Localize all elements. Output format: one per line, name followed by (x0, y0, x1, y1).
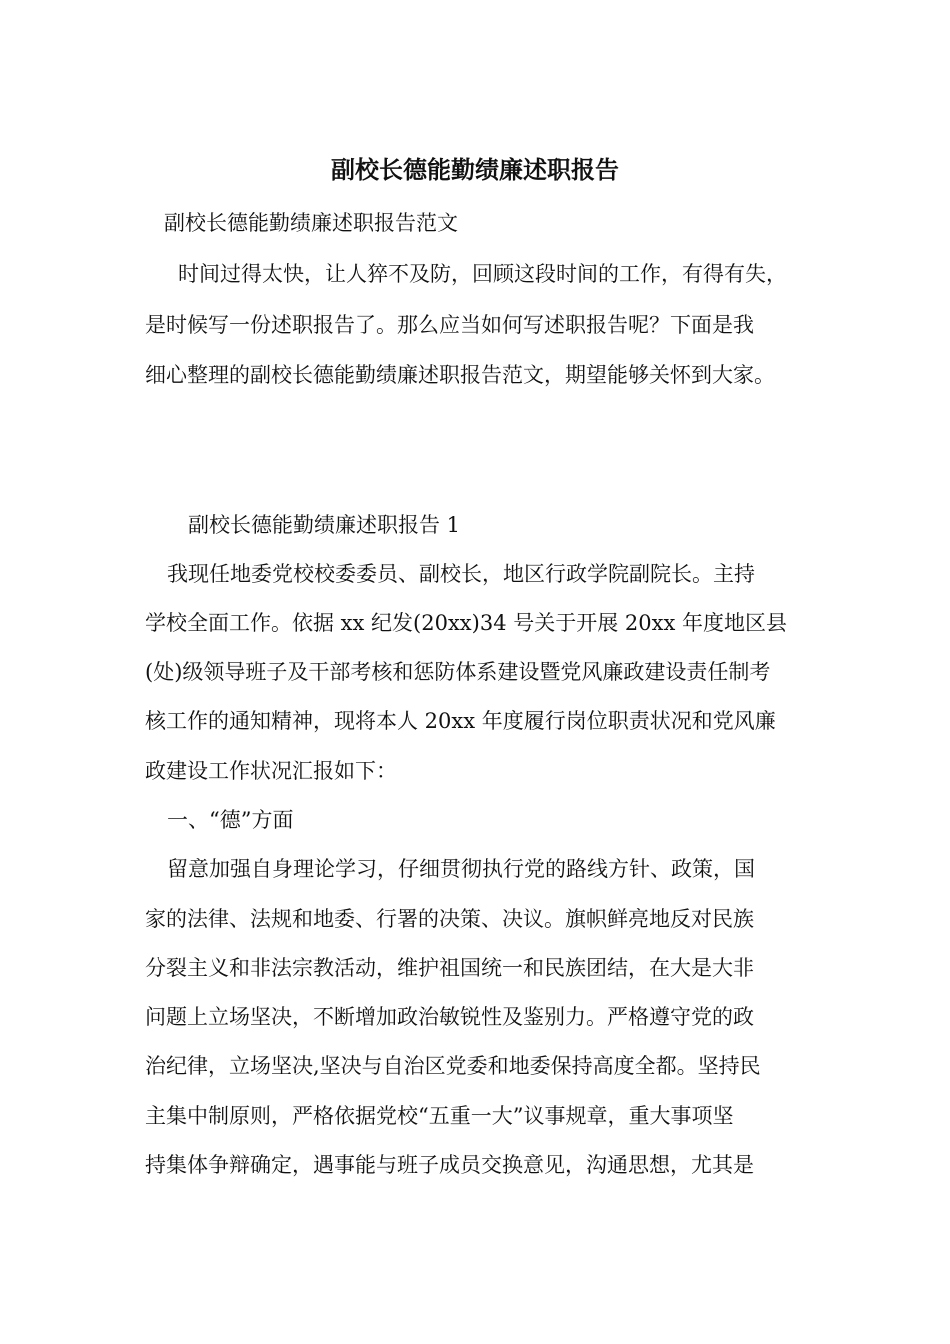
paragraph-line: 学校全面工作。依据 xx 纪发(20xx)34 号关于开展 20xx 年度地区县 (145, 611, 787, 635)
paragraph-line: 主集中制原则，严格依据党校“五重一大”议事规章，重大事项坚 (145, 1104, 734, 1128)
paragraph-line: 核工作的通知精神，现将本人 20xx 年度履行岗位职责状况和党风廉 (145, 709, 776, 733)
paragraph-line: 分裂主义和非法宗教活动，维护祖国统一和民族团结，在大是大非 (145, 956, 754, 980)
paragraph-line: 家的法律、法规和地委、行署的决策、决议。旗帜鲜亮地反对民族 (145, 907, 754, 931)
section-heading: 副校长德能勤绩廉述职报告 1 (188, 513, 461, 537)
subheading: 一、“德”方面 (167, 808, 294, 832)
document-title: 副校长德能勤绩廉述职报告 (331, 155, 619, 184)
document-subtitle: 副校长德能勤绩廉述职报告范文 (164, 211, 458, 235)
paragraph-line: 持集体争辩确定，遇事能与班子成员交换意见，沟通思想，尤其是 (145, 1153, 754, 1177)
paragraph-line: 治纪律，立场坚决,坚决与自治区党委和地委保持高度全都。坚持民 (145, 1054, 761, 1078)
intro-line: 是时候写一份述职报告了。那么应当如何写述职报告呢？下面是我 (145, 313, 754, 337)
paragraph-line: 我现任地委党校校委委员、副校长，地区行政学院副院长。主持 (167, 562, 755, 586)
paragraph-line: 问题上立场坚决，不断增加政治敏锐性及鉴别力。严格遵守党的政 (145, 1005, 754, 1029)
intro-line: 时间过得太快，让人猝不及防，回顾这段时间的工作，有得有失， (178, 262, 787, 286)
paragraph-line: (处)级领导班子及干部考核和惩防体系建设暨党风廉政建设责任制考 (145, 660, 771, 684)
paragraph-line: 政建设工作状况汇报如下： (145, 759, 397, 783)
intro-line: 细心整理的副校长德能勤绩廉述职报告范文，期望能够关怀到大家。 (145, 363, 775, 387)
paragraph-line: 留意加强自身理论学习，仔细贯彻执行党的路线方针、政策，国 (167, 857, 755, 881)
